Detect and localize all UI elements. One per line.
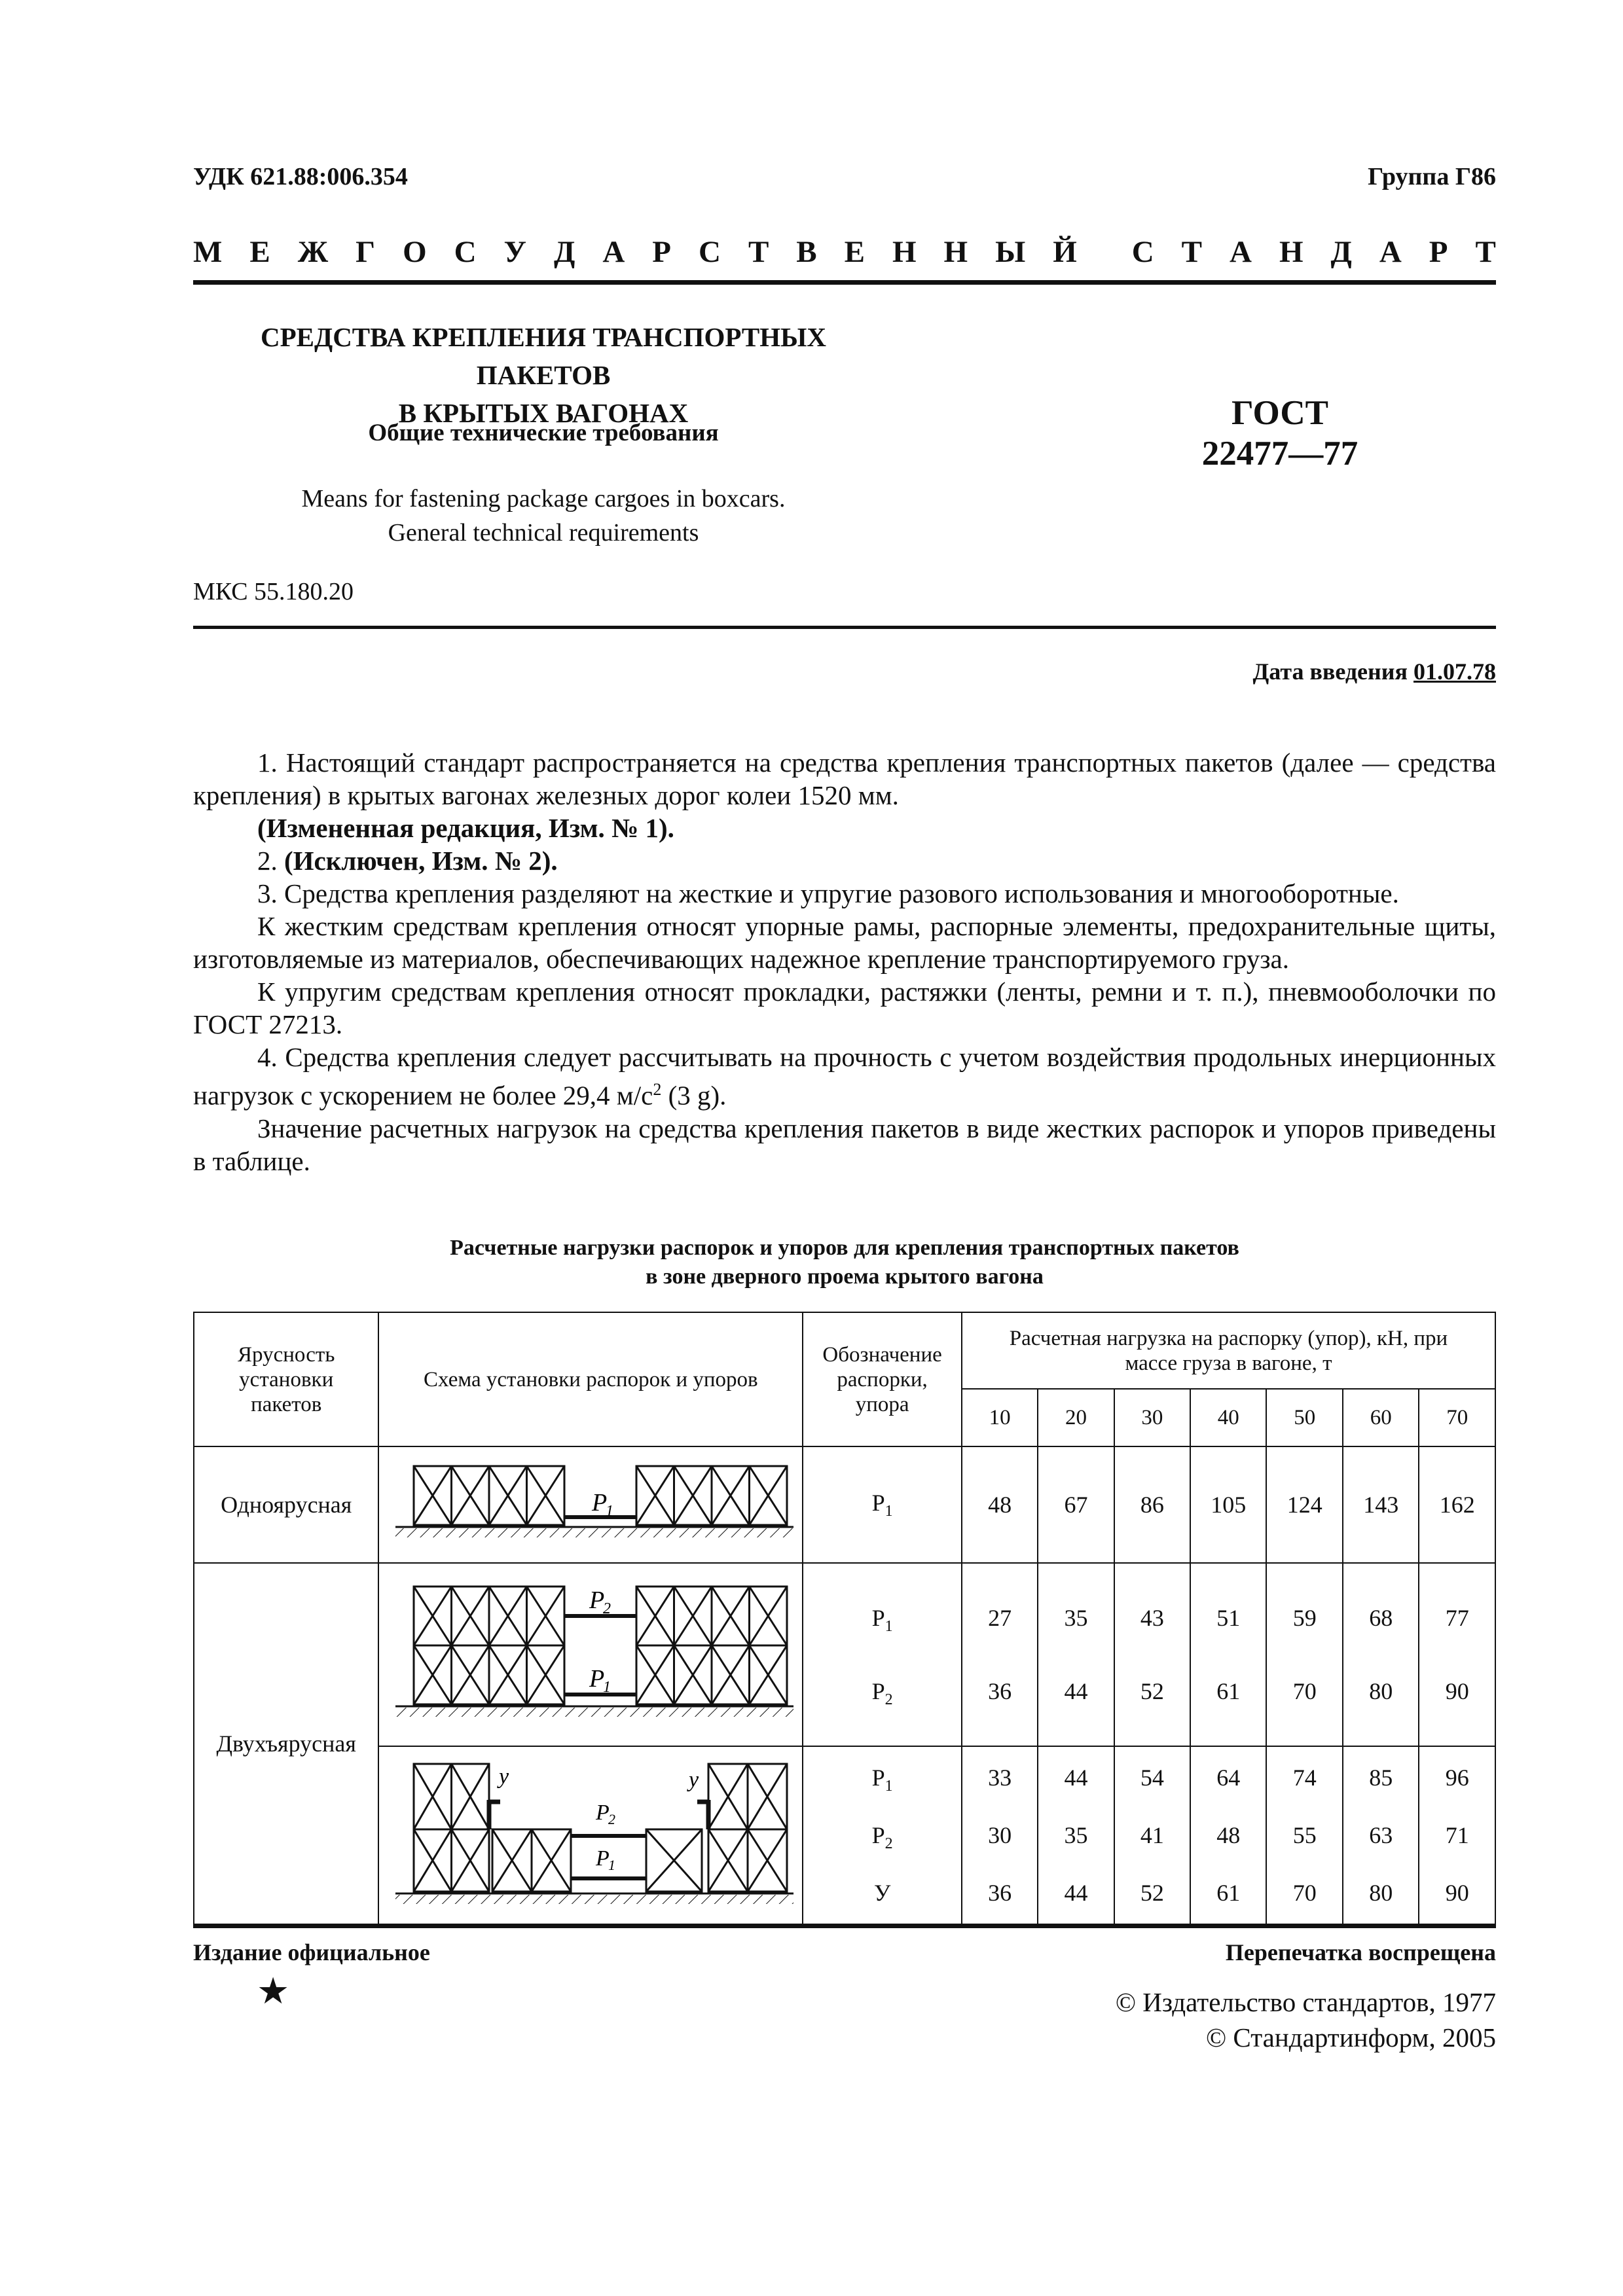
load-cell: 143: [1343, 1446, 1419, 1563]
load-cell: 124: [1266, 1446, 1342, 1563]
load-value: 41: [1140, 1822, 1164, 1848]
load-cell: 105: [1190, 1446, 1266, 1563]
scheme-label-sub: 1: [608, 1856, 616, 1873]
designation-letter: P: [871, 1489, 885, 1516]
copyright-line-2: © Стандартинформ, 2005: [1206, 2022, 1496, 2053]
load-value: 80: [1369, 1880, 1393, 1906]
designation-r3: [803, 1746, 962, 1924]
gost-label: ГОСТ: [1231, 394, 1328, 432]
load-value: 61: [1216, 1678, 1241, 1704]
english-title-line-1: Means for fastening package cargoes in boxcars.: [301, 485, 786, 512]
load-value: 71: [1445, 1822, 1469, 1848]
scheme-single-diagram: [388, 1453, 793, 1551]
load-value: 64: [1216, 1765, 1241, 1791]
designation-letter: P: [871, 1765, 885, 1791]
intro-date-value: 01.07.78: [1413, 658, 1496, 685]
heading-letter: С: [699, 235, 721, 269]
scheme-single-tier: [378, 1446, 803, 1563]
scheme-label-u: у: [689, 1767, 699, 1792]
heading-letter: Т: [1181, 235, 1203, 269]
load-value: 30: [988, 1822, 1012, 1848]
designation-letter: У: [873, 1880, 891, 1906]
body-text: [193, 746, 1496, 1177]
load-value: 36: [988, 1678, 1012, 1704]
load-value: 85: [1369, 1765, 1393, 1791]
designation-index: 1: [884, 1618, 893, 1636]
designation-r3c: [803, 1864, 961, 1922]
heading-letter: У: [503, 235, 527, 269]
loads-table: [193, 1312, 1496, 1925]
scheme-label-p: P: [592, 1488, 608, 1516]
header-designation: Обозначение распорки, упора: [803, 1312, 962, 1446]
table-row: [194, 1563, 1495, 1746]
heading-letter: Н: [1279, 235, 1304, 269]
paragraph-1: 1. Настоящий стандарт распространяется на средства крепления транспортных пакетов (далее — средства крепления) в крытых вагонах железных дорог колеи 1520 мм.: [193, 747, 1496, 810]
heading-letter: Н: [943, 235, 968, 269]
paragraph-7: Значение расчетных нагрузок на средства крепления пакетов в виде жестких распорок и упоров приведены в таблице.: [193, 1113, 1496, 1176]
tier-single: Одноярусная: [194, 1446, 378, 1563]
table-row: [194, 1746, 1495, 1924]
english-title-line-2: General technical requirements: [388, 519, 699, 547]
load-cell: 86: [1114, 1446, 1190, 1563]
load-value: 70: [1292, 1678, 1317, 1704]
mass-40: 40: [1190, 1389, 1266, 1446]
load-cell-pair: [1343, 1563, 1419, 1746]
load-value: 68: [1369, 1605, 1393, 1631]
heading-letter: Й: [1053, 235, 1077, 269]
load-value: 35: [1064, 1822, 1088, 1848]
paragraph-1-note: (Измененная редакция, Изм. № 1).: [257, 813, 674, 843]
designation-letter: P: [871, 1678, 885, 1704]
load-value: 48: [1216, 1822, 1241, 1848]
designation-index: 2: [884, 1835, 893, 1853]
load-value: 80: [1369, 1678, 1393, 1704]
heading-letter: В: [796, 235, 817, 269]
title-line-1: СРЕДСТВА КРЕПЛЕНИЯ ТРАНСПОРТНЫХ ПАКЕТОВ: [260, 322, 827, 390]
scheme-label-p: P: [596, 1800, 610, 1825]
mass-10: 10: [962, 1389, 1038, 1446]
heading-letter: Ж: [297, 235, 329, 269]
load-value: 43: [1140, 1605, 1164, 1631]
load-cell-pair: [1114, 1563, 1190, 1746]
scheme-label-p: P: [589, 1586, 605, 1614]
load-value: 33: [988, 1765, 1012, 1791]
designation-index: 2: [884, 1691, 893, 1709]
load-value: 77: [1445, 1605, 1469, 1631]
official-edition: Издание официальное: [193, 1939, 430, 1965]
table-title: [193, 1234, 1496, 1291]
designation-r1: [803, 1446, 962, 1563]
paragraph-2: [193, 844, 1496, 877]
mass-20: 20: [1038, 1389, 1114, 1446]
gost-number: 22477—77: [1201, 435, 1359, 473]
load-cell: 48: [962, 1446, 1038, 1563]
document-subtitle: Общие технические требования: [368, 420, 719, 446]
scheme-double-b-diagram: [388, 1751, 793, 1914]
tier-double: Двухъярусная: [194, 1563, 378, 1924]
designation-index: 1: [884, 1778, 893, 1795]
header-rule: [193, 280, 1496, 285]
paragraph-6-superscript: 2: [653, 1080, 662, 1099]
mass-50: 50: [1266, 1389, 1342, 1446]
scheme-label-p: P: [596, 1846, 610, 1871]
load-value: 44: [1064, 1880, 1088, 1906]
load-cell-triple: [1190, 1746, 1266, 1924]
designation-r2b: [803, 1655, 961, 1728]
heading-letter: Ы: [995, 235, 1026, 269]
load-value: 61: [1216, 1880, 1241, 1906]
load-cell-triple: [962, 1746, 1038, 1924]
load-cell-pair: [962, 1563, 1038, 1746]
load-value: 27: [988, 1605, 1012, 1631]
heading-letter: М: [193, 235, 223, 269]
scheme-double-a-diagram: [388, 1570, 793, 1734]
reprint-prohibited: Перепечатка воспрещена: [1225, 1939, 1496, 1965]
scheme-label-p: P: [589, 1664, 605, 1693]
load-cell-triple: [1343, 1746, 1419, 1924]
load-cell-pair: [1266, 1563, 1342, 1746]
load-value: 90: [1445, 1678, 1469, 1704]
table-title-line-2: в зоне дверного проема крытого вагона: [646, 1265, 1044, 1289]
mass-30: 30: [1114, 1389, 1190, 1446]
mass-70: 70: [1419, 1389, 1495, 1446]
copyright-line-1: © Издательство стандартов, 1977: [1115, 1987, 1496, 2017]
paragraph-6: [193, 1041, 1496, 1112]
load-cell-triple: [1038, 1746, 1114, 1924]
load-value: 59: [1292, 1605, 1317, 1631]
paragraph-5: К упругим средствам крепления относят прокладки, растяжки (ленты, ремни и т. п.), пневмооболочки по ГОСТ 27213.: [193, 977, 1496, 1039]
load-value: 51: [1216, 1605, 1241, 1631]
designation-index: 1: [884, 1503, 893, 1520]
load-value: 70: [1292, 1880, 1317, 1906]
intro-date-label: Дата введения: [1252, 658, 1408, 685]
load-value: 44: [1064, 1678, 1088, 1704]
load-cell-triple: [1419, 1746, 1495, 1924]
designation-r2a: [803, 1581, 961, 1655]
english-title: [193, 482, 894, 550]
load-value: 35: [1064, 1605, 1088, 1631]
header-tier: Ярусность установки пакетов: [194, 1312, 378, 1446]
designation-letter: P: [871, 1605, 885, 1631]
designation-r3a: [803, 1749, 961, 1806]
heading-letter: Е: [844, 235, 865, 269]
table-row: [194, 1446, 1495, 1563]
load-value: 74: [1292, 1765, 1317, 1791]
load-value: 52: [1140, 1678, 1164, 1704]
paragraph-4: К жестким средствам крепления относят упорные рамы, распорные элементы, предохранительные щиты, изготовляемые из материалов, обеспечивающих надежное крепление транспортируемого груза.: [193, 911, 1496, 974]
scheme-double-tier-a: [378, 1563, 803, 1746]
gost-designation: [1156, 393, 1404, 474]
designation-r2: [803, 1563, 962, 1746]
star-icon: ★: [257, 1971, 290, 2012]
interstate-standard-heading: [193, 234, 1496, 274]
paragraph-6-tail: (3 g).: [661, 1080, 727, 1111]
title-line-2: В КРЫТЫХ ВАГОНАХ: [398, 398, 689, 428]
group-code: Группа Г86: [1368, 163, 1496, 190]
title-rule: [193, 626, 1496, 629]
scheme-label-sub: 2: [608, 1810, 616, 1827]
load-cell-triple: [1266, 1746, 1342, 1924]
load-cell: 162: [1419, 1446, 1495, 1563]
load-value: 44: [1064, 1765, 1088, 1791]
load-value: 54: [1140, 1765, 1164, 1791]
mass-60: 60: [1343, 1389, 1419, 1446]
load-value: 90: [1445, 1880, 1469, 1906]
document-title: [193, 318, 894, 432]
paragraph-6-text: 4. Средства крепления следует рассчитывать на прочность с учетом воздействия продольных инерционных нагрузок с ускорением не более 29,4 м/с: [193, 1042, 1496, 1111]
scheme-label-sub: 2: [603, 1600, 611, 1617]
heading-letter: Т: [1475, 235, 1496, 269]
copyright: [1116, 1984, 1496, 2055]
load-value: 52: [1140, 1880, 1164, 1906]
load-cell-pair: [1190, 1563, 1266, 1746]
heading-letter: Д: [554, 235, 575, 269]
load-cell: 67: [1038, 1446, 1114, 1563]
load-value: 63: [1369, 1822, 1393, 1848]
header-load: Расчетная нагрузка на распорку (упор), кН, при массе груза в вагоне, т: [962, 1312, 1495, 1389]
paragraph-2-number: 2.: [257, 846, 278, 876]
paragraph-3: 3. Средства крепления разделяют на жесткие и упругие разового использования и многооборотные.: [257, 878, 1399, 908]
heading-letter: А: [1379, 235, 1402, 269]
load-cell-pair: [1038, 1563, 1114, 1746]
heading-letter: Р: [652, 235, 672, 269]
load-value: 36: [988, 1880, 1012, 1906]
table-title-line-1: Расчетные нагрузки распорок и упоров для крепления транспортных пакетов: [450, 1236, 1239, 1260]
load-value: 96: [1445, 1765, 1469, 1791]
mks-code: МКС 55.180.20: [193, 578, 354, 605]
designation-r3b: [803, 1806, 961, 1864]
footer-rule: [193, 1924, 1496, 1928]
heading-letter: Д: [1330, 235, 1352, 269]
heading-letter: А: [602, 235, 625, 269]
designation-letter: P: [871, 1822, 885, 1848]
scheme-label-sub: 1: [606, 1502, 614, 1520]
scheme-label-u: у: [499, 1764, 509, 1789]
load-cell-pair: [1419, 1563, 1495, 1746]
header-scheme: Схема установки распорок и упоров: [378, 1312, 803, 1446]
heading-letter: О: [403, 235, 427, 269]
heading-letter: Е: [249, 235, 270, 269]
load-cell-triple: [1114, 1746, 1190, 1924]
load-value: 55: [1292, 1822, 1317, 1848]
heading-letter: Т: [748, 235, 769, 269]
paragraph-2-note: (Исключен, Изм. № 2).: [284, 846, 558, 876]
udk-code: УДК 621.88:006.354: [193, 163, 408, 190]
scheme-label-sub: 1: [603, 1678, 611, 1696]
heading-letter: С: [454, 235, 477, 269]
scheme-double-tier-b: [378, 1746, 803, 1924]
heading-letter: Н: [892, 235, 917, 269]
heading-letter: Г: [356, 235, 376, 269]
heading-letter: Р: [1429, 235, 1448, 269]
introduction-date: [1253, 658, 1497, 685]
heading-letter: С: [1131, 235, 1154, 269]
heading-letter: А: [1230, 235, 1252, 269]
